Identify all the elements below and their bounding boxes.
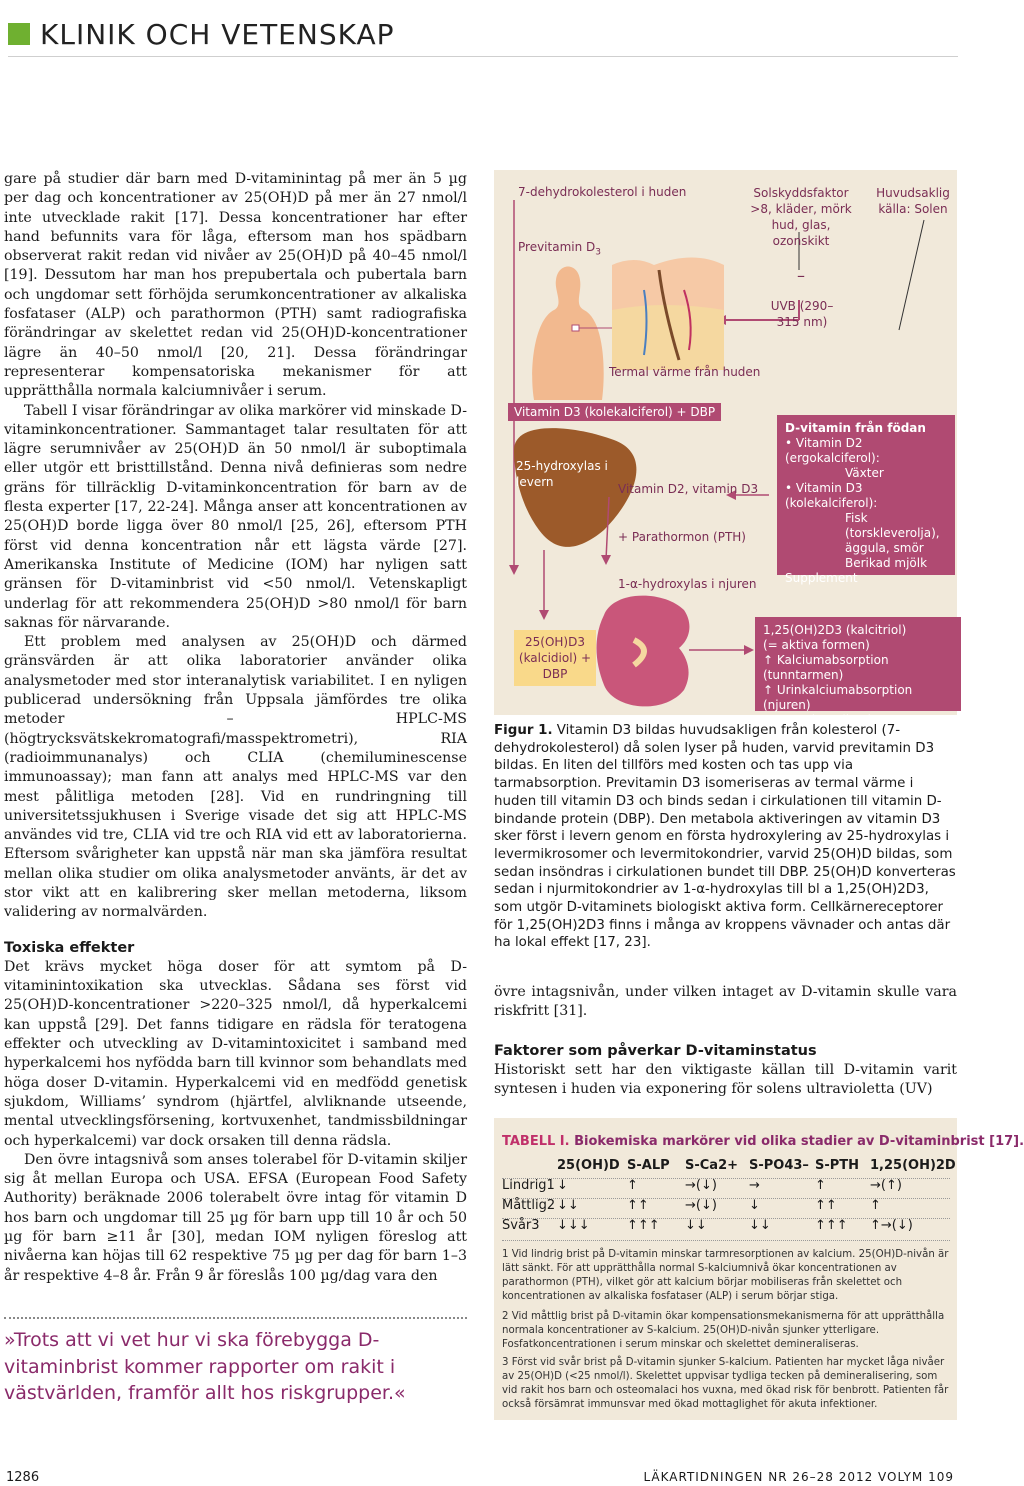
box-food-sources xyxy=(777,415,955,585)
table-cell: ↑↑↑ xyxy=(627,1218,660,1233)
pull-quote-divider xyxy=(4,1317,467,1319)
caption-label: Figur 1. xyxy=(494,723,553,738)
paragraph: Tabell I visar förändringar av olika markörer vid minskade D-vitaminkoncentrationer. Sammantaget talar resultaten för att lägre serumnivåer av 25(OH)D än 50 nmol/l är suboptimala eller utgör ett bristtillstånd. Denna nivå definieras som nedre gräns för tillräcklig D-vitaminkoncentration för barn av de flesta experter [17, 22-24]. Många anser att koncentrationen av 25(OH)D borde ligga över 80 nmol/l [25, 26], eftersom PTH först vid denna koncentration når ett lägsta värde [27]. Amerikanska Institute of Medicine (IOM) har nyligen satt gränsen för D-vitaminbrist vid <50 nmol/l. Vetenskapligt underlag för att rekommendera 25(OH)D >80 nmol/l för barn saknas för närvarande. xyxy=(4,402,467,631)
food-item: Berikad mjölk xyxy=(845,556,928,570)
figure-vitamin-d-pathway xyxy=(494,170,957,727)
up-arrow-icon: ↑ xyxy=(763,713,777,727)
table-cell: ↑↑ xyxy=(627,1198,649,1213)
row-label: Måttlig2 xyxy=(502,1198,556,1213)
section-heading: Toxiska effekter xyxy=(4,939,135,956)
label-kidney-enzyme: 1-α-hydroxylas i njuren xyxy=(618,577,757,591)
table-row xyxy=(502,1218,950,1238)
left-column xyxy=(4,170,467,1286)
table-cell: ↓↓↓ xyxy=(557,1218,590,1233)
paragraph: Ett problem med analysen av 25(OH)D och därmed gränsvärden är att olika laboratorier använder olika analysmetoder med stor interanalytisk variabilitet. I en nyligen publicerad undersökning från Uppsala jämfördes tre olika metoder – HPLC-MS (högtrycksvätskekromatografi/masspektrometri), RIA (radioimmunanalys) och CLIA (chemiluminescense immunoassay); man fann att analys med HPLC-MS var den mest pålitliga metoden [28]. Vid en rundringning till universitetssjukhusen i Sverige visade det sig att HPLC-MS användes vid tre, CLIA vid tre och RIA vid ett av laboratorierna. Eftersom svårigheter kan uppstå när man ska jämföra resultat mellan olika studier om olika analysmetoder använts, är det av stor vikt att en kalibrering sker mellan metoderna, liksom validering av normalvärden. xyxy=(4,634,467,921)
table-cell: ↓↓ xyxy=(749,1218,771,1233)
label-liver-enzyme: 25-hydroxylas i levern xyxy=(516,459,608,489)
column-header: S-ALP xyxy=(627,1158,670,1173)
human-silhouette xyxy=(532,267,603,401)
table-title xyxy=(502,1134,1024,1149)
flow-arrow-head xyxy=(601,555,611,565)
pill-vitamin-d3-dbp: Vitamin D3 (kolekalciferol) + DBP xyxy=(508,403,721,421)
column-header: 25(OH)D xyxy=(557,1158,620,1173)
calcitriol-item: ↑ Urinkalciumabsorption (njuren) xyxy=(763,683,913,712)
table-footnote: 2 Vid måttlig brist på D-vitamin ökar kompensationsmekanismerna för att upprätthålla normala koncentrationer av S-kalcium. 25(OH)D-nivån sjunker ytterligare. Fosfatkoncentrationen i serum minskar och skelettet demineraliseras. xyxy=(502,1311,945,1350)
table-cell: →(↓) xyxy=(685,1178,717,1193)
table-markers xyxy=(494,1118,1024,1420)
sun-ray-line xyxy=(899,220,924,330)
food-item: Supplement xyxy=(785,571,858,585)
table-header-row xyxy=(502,1158,956,1178)
paragraph: Det krävs mycket höga doser för att symtom på D-vitaminintoxikation ska utvecklas. Sådana ses först vid 25(OH)D-koncentrationer >220–325 nmol/l, då hyperkalcemi kan uppstå [29]. Det fanns tidigare en rädsla för teratogena effekter och utveckling av D-vitamintoxicitet i samband med hyperkalcemi hos nyfödda barn till kvinnor som behandlats med höga doser D-vitamin. Hyperkalcemi vid en medfödd genetisk sjukdom, Williams’ syndrom (hjärtfel, alvliknande utseende, mental utvecklingsförsening, kortvuxenhet, tandmissbildningar och hyperkalcemi) var dock orsaken till denna rädsla. xyxy=(4,958,467,1149)
flow-arrow-head xyxy=(744,645,754,655)
table-row xyxy=(502,1198,950,1218)
journal-name: LÄKARTIDNINGEN NR 26–28 2012 VOLYM 109 xyxy=(643,1470,954,1484)
label-thermal: Termal värme från huden xyxy=(609,365,761,379)
label-main-source: Huvudsaklig källa: Solen xyxy=(876,186,950,216)
food-item: • Vitamin D2 (ergokalciferol): xyxy=(785,436,880,465)
table-tag: TABELL I. xyxy=(502,1134,570,1149)
paragraph: gare på studier där barn med D-vitaminintag på mer än 5 µg per dag och koncentrationer av 25(OH)D på mer än 27 nmol/l inte utvecklade rakit [17]. Dessa koncentrationer har efter hand befunnits vara för låga, eftersom man hos spädbarn observerat rakit redan vid nivåer av 25(OH)D på 40–45 nmol/l [19]. Dessutom har man hos prepubertala och pubertala barn och ungdomar sett förhöjda serumkoncentrationer av alkaliska fosfataser (ALP) och parathormon (PTH) samt radiografiska förändringar av skelettet redan vid 25(OH)D-koncentrationer lägre än 40–50 nmol/l [20, 21]. Dessa förändringar representerar kompensatoriska mekanismer för att upprätthålla normala kalciumnivåer i serum. xyxy=(4,171,467,400)
label-uvb: UVB (290–315 nm) xyxy=(770,299,834,329)
table-caption: Biokemiska markörer vid olika stadier av D-vitaminbrist [17]. xyxy=(574,1134,1024,1149)
column-header: S-PO43– xyxy=(749,1158,809,1173)
calcitriol-sub: (= aktiva formen) xyxy=(763,638,870,652)
column-header: S-Ca2+ xyxy=(685,1158,739,1173)
section-header xyxy=(8,20,958,52)
table-cell: ↑↑ xyxy=(815,1198,837,1213)
table-divider xyxy=(502,1240,950,1241)
row-label: Lindrig1 xyxy=(502,1178,555,1193)
right-column xyxy=(494,983,957,1099)
figure-caption xyxy=(494,722,957,952)
table-cell: ↑ xyxy=(815,1178,826,1193)
flow-arrow-head xyxy=(539,610,549,620)
table-row xyxy=(502,1178,950,1198)
table-cell: ↓↓ xyxy=(685,1218,707,1233)
skin-marker xyxy=(572,325,579,331)
paragraph: Historiskt sett har den viktigaste källan till D-vitamin varit syntesen i huden via exponering för solens ultravioletta (UV) xyxy=(494,1061,957,1098)
table-cell: ↑↑↑ xyxy=(815,1218,848,1233)
label-minus: – xyxy=(797,266,805,285)
paragraph: Den övre intagsnivå som anses tolerabel för D-vitamin skiljer sig åt mellan Europa och USA. EFSA (European Food Safety Authority) beräknade 2006 tolerabelt övre intag för vitamin D hos barn och ungdomar till 25 µg för barn upp till 10 år och 50 µg för barn ≥11 år [30], medan IOM nyligen föreslog att nivåerna kan höjas till 62 respektive 75 µg per dag för barn 1–3 år respektive 4–8 år. Från 9 år föreslås 100 µg/dag vara den xyxy=(4,1151,467,1284)
column-header: S-PTH xyxy=(815,1158,860,1173)
label-previtamin: Previtamin $D_3$ xyxy=(518,240,601,258)
table-cell: ↑ xyxy=(627,1178,638,1193)
header-divider xyxy=(8,56,958,57)
calcitriol-item: ↑ Benmineralisering xyxy=(763,713,887,727)
section-heading: Faktorer som påverkar D-vitaminstatus xyxy=(494,1042,817,1059)
up-arrow-icon: ↑ xyxy=(763,653,777,667)
table-cell: →(↓) xyxy=(685,1198,717,1213)
table-cell: ↓ xyxy=(557,1178,568,1193)
table-cell: ↑→(↓) xyxy=(870,1218,913,1233)
table-cell: ↓↓ xyxy=(557,1198,579,1213)
food-item: Växter xyxy=(845,466,884,480)
table-footnote: 1 Vid lindrig brist på D-vitamin minskar tarmresorptionen av kalcium. 25(OH)D-nivån är lätt sänkt. För att upprätthålla normal S-kalciumnivå ökar koncentrationen av parathormon (PTH), vilket gör att kalcium börjar mobiliseras från skelettet och koncentrationen av alkaliska fosfataser (ALP) i serum börjar stiga. xyxy=(502,1249,949,1302)
table-cell: →(↑) xyxy=(870,1178,902,1193)
label-sun-factors: Solskyddsfaktor >8, kläder, mörk hud, glas, ozonskikt xyxy=(750,186,852,248)
table-cell: ↓ xyxy=(749,1198,760,1213)
calcitriol-title: 1,25(OH)2D3 (kalcitriol) xyxy=(763,623,907,637)
section-title: KLINIK OCH VETENSKAP xyxy=(40,18,395,51)
food-item: (torskleverolja), xyxy=(845,526,940,540)
box-calcidiol: 25(OH)D3 (kalcidiol) + DBP xyxy=(514,630,596,686)
column-header: 1,25(OH)2D xyxy=(870,1158,956,1173)
up-arrow-icon: ↑ xyxy=(763,683,777,697)
table-footnote: 3 Först vid svår brist på D-vitamin sjunker S-kalcium. Patienten har mycket låga nivåer av 25(OH)D (<25 nmol/l). Skelettet uppvisar tydliga tecken på demineralisering, som vid rakit hos barn och osteomalaci hos vuxna, med ökad risk för benbrott. Patienten får också försämrat immunsvar med ökad mottaglighet för akuta infektioner. xyxy=(502,1357,949,1410)
label-skin-source: 7-dehydrokolesterol i huden xyxy=(518,185,687,199)
food-item: Fisk xyxy=(845,511,868,525)
food-item: • Vitamin D3 (kolekalciferol): xyxy=(785,481,878,510)
row-label: Svår3 xyxy=(502,1218,540,1233)
page-number: 1286 xyxy=(6,1470,40,1485)
pull-quote: »Trots att vi vet hur vi ska förebygga D-vitaminbrist kommer rapporter om rakit i västvärlden, framför allt hos riskgrupper.« xyxy=(4,1329,406,1404)
food-item: äggula, smör xyxy=(845,541,924,555)
paragraph: övre intagsnivån, under vilken intaget av D-vitamin skulle vara riskfritt [31]. xyxy=(494,984,957,1020)
box-calcitriol xyxy=(755,617,961,727)
food-title: D-vitamin från födan xyxy=(785,421,926,435)
table-cell: ↑ xyxy=(870,1198,881,1213)
caption-text: Vitamin D3 bildas huvudsakligen från kolesterol (7-dehydrokolesterol) då solen lyser på huden, varvid previtamin D3 bildas. En liten del tillförs med kosten och tas upp via tarmabsorption. Previtamin D3 isomeriseras av termal värme i huden till vitamin D3 och binds sedan i cirkulationen till vitamin D-bindande protein (DBP). Den metabola aktiveringen av vitamin D3 sker först i levern genom en första hydroxylering av 25-hydroxylas i levermikrosomer och levermitokondrier, varvid 25(OH)D bildas, som sedan insöndras i cirkulationen bundet till DBP. 25(OH)D konverteras sedan i njurmitokondrier av 1-α-hydroxylas till bl a 1,25(OH)2D3, som utgör D-vitaminets biologiskt aktiva form. Cellkärnereceptorer för 1,25(OH)2D3 finns i många av kroppens vävnader och antas där ha lokal effekt [17, 23]. xyxy=(494,723,956,951)
flow-arrow-head xyxy=(509,565,519,575)
label-pth: + Parathormon (PTH) xyxy=(618,530,746,544)
section-marker-square xyxy=(8,23,30,45)
table-cell: → xyxy=(749,1178,760,1193)
calcitriol-item: ↑ Kalciumabsorption (tunntarmen) xyxy=(763,653,889,682)
label-d2-d3: Vitamin D2, vitamin D3 xyxy=(618,482,759,496)
